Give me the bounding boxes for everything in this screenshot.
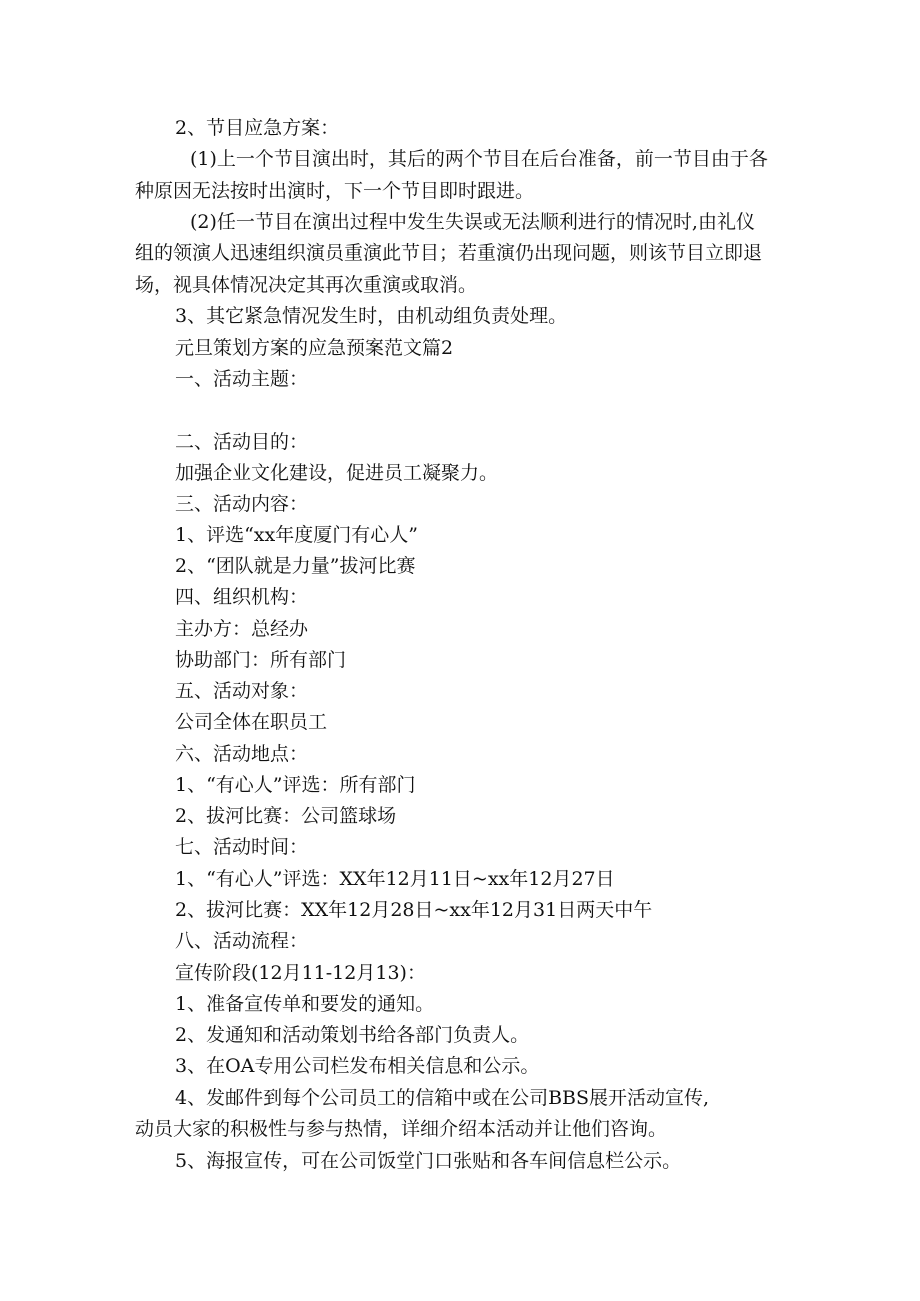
text-line: 2、节目应急方案： bbox=[175, 117, 340, 139]
text-line: (2)任一节目在演出过程中发生失误或无法顺利进行的情况时,由礼仪 bbox=[190, 211, 755, 233]
text-line: 场，视具体情况决定其再次重演或取消。 bbox=[135, 274, 478, 296]
text-line: 主办方：总经办 bbox=[175, 618, 309, 640]
text-line: 种原因无法按时出演时，下一个节目即时跟进。 bbox=[135, 180, 535, 202]
text-line: 宣传阶段(12月11-12月13)： bbox=[175, 962, 426, 984]
section-heading: 四、组织机构： bbox=[175, 586, 309, 608]
text-line: 5、海报宣传，可在公司饭堂门口张贴和各车间信息栏公示。 bbox=[175, 1150, 682, 1172]
section-heading: 六、活动地点： bbox=[175, 743, 309, 765]
text-line: 公司全体在职员工 bbox=[175, 711, 328, 733]
text-line: 3、在OA专用公司栏发布相关信息和公示。 bbox=[175, 1055, 540, 1077]
section-heading: 七、活动时间： bbox=[175, 836, 309, 858]
text-line: 1、“有心人”评选：XX年12月11日~xx年12月27日 bbox=[175, 868, 615, 890]
text-line: 2、发通知和活动策划书给各部门负责人。 bbox=[175, 1024, 530, 1046]
section-title: 元旦策划方案的应急预案范文篇2 bbox=[175, 337, 454, 359]
section-heading: 八、活动流程： bbox=[175, 930, 309, 952]
section-heading: 三、活动内容： bbox=[175, 493, 309, 515]
text-line: 2、拔河比赛：XX年12月28日~xx年12月31日两天中午 bbox=[175, 899, 653, 921]
text-line: 动员大家的积极性与参与热情，详细介绍本活动并让他们咨询。 bbox=[135, 1118, 668, 1140]
text-line: 1、评选“xx年度厦门有心人” bbox=[175, 524, 418, 546]
text-line: 3、其它紧急情况发生时，由机动组负责处理。 bbox=[175, 305, 568, 327]
text-line: 1、准备宣传单和要发的通知。 bbox=[175, 993, 435, 1015]
section-heading: 一、活动主题： bbox=[175, 368, 309, 390]
text-line: 4、发邮件到每个公司员工的信箱中或在公司BBS展开活动宣传, bbox=[175, 1087, 710, 1109]
text-line: 2、“团队就是力量”拔河比赛 bbox=[175, 555, 416, 577]
text-line: 组的领演人迅速组织演员重演此节目；若重演仍出现问题，则该节目立即退 bbox=[135, 242, 763, 264]
text-line: 加强企业文化建设，促进员工凝聚力。 bbox=[175, 462, 499, 484]
section-heading: 五、活动对象： bbox=[175, 680, 309, 702]
text-line: 1、“有心人”评选：所有部门 bbox=[175, 774, 416, 796]
text-line: 协助部门：所有部门 bbox=[175, 649, 347, 671]
text-line: 2、拔河比赛：公司篮球场 bbox=[175, 805, 397, 827]
section-heading: 二、活动目的： bbox=[175, 431, 309, 453]
text-line: (1)上一个节目演出时，其后的两个节目在后台准备，前一节目由于各 bbox=[190, 148, 768, 170]
